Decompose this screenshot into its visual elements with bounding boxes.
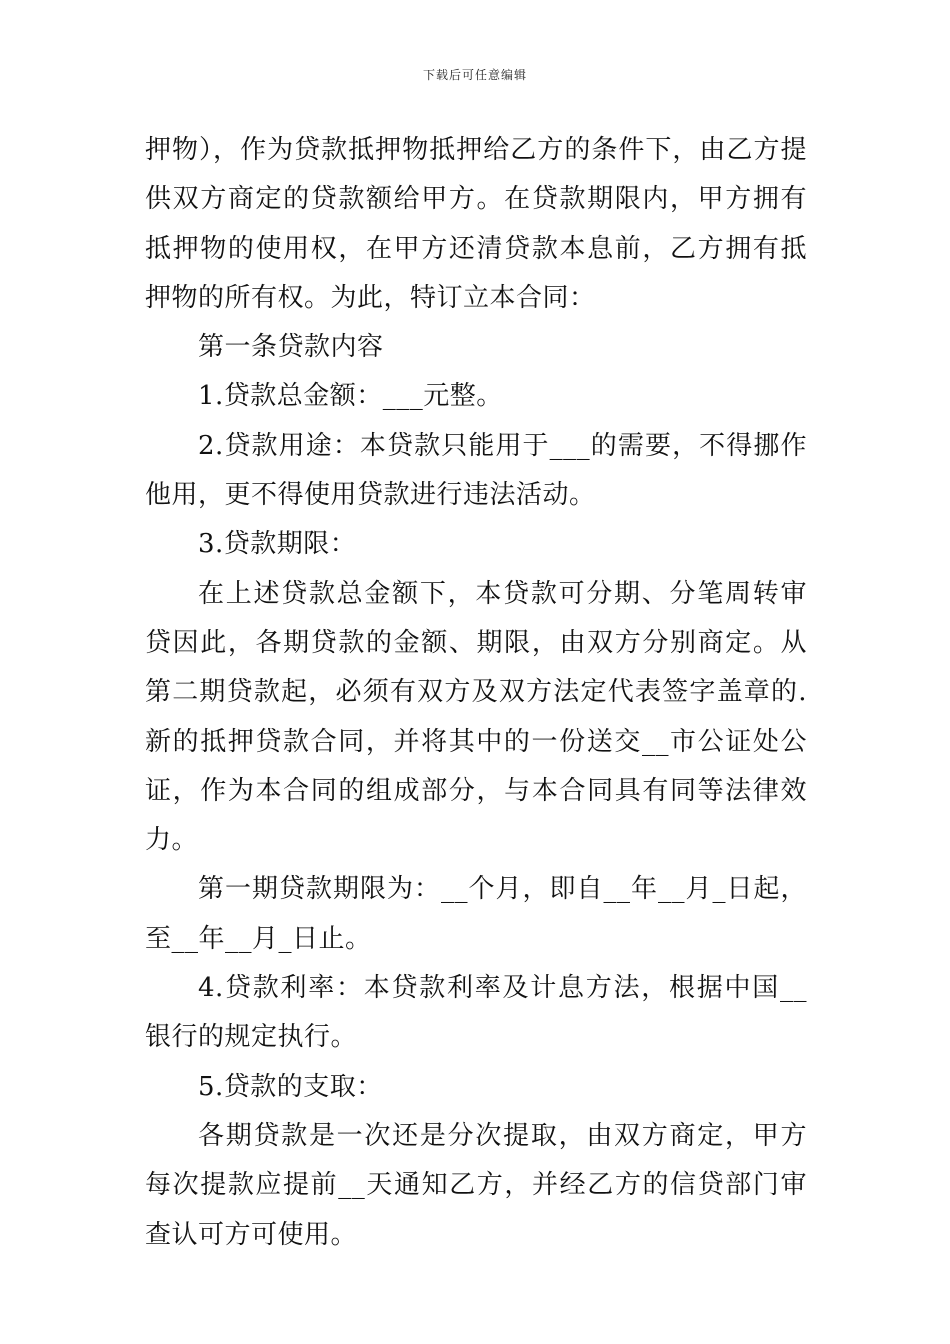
paragraph-loan-term-heading: 3.贷款期限：: [198, 529, 357, 560]
paragraph-intro: 押物），作为贷款抵押物抵押给乙方的条件下，由乙方提供双方商定的贷款额给甲方。在贷款期限内，甲方拥有抵押物的使用权，在甲方还清贷款本息前，乙方拥有抵押物的所有权。为此，特订立本合同：: [145, 135, 807, 313]
section-heading-loan-content: 第一条贷款内容: [198, 332, 384, 363]
paragraph-interest-rate: 4.贷款利率：本贷款利率及计息方法，根据中国__银行的规定执行。: [145, 973, 807, 1053]
paragraph-installments: 在上述贷款总金额下，本贷款可分期、分笔周转审贷因此，各期贷款的金额、期限，由双方分别商定。从第二期贷款起，必须有双方及双方法定代表签字盖章的.新的抵押贷款合同，并将其中的一份送交__市公证处公证，作为本合同的组成部分，与本合同具有同等法律效力。: [145, 578, 807, 856]
paragraph-loan-purpose: 2.贷款用途：本贷款只能用于___的需要，不得挪作他用，更不得使用贷款进行违法活动。: [145, 430, 807, 511]
document-body: [145, 126, 807, 1260]
paragraph-total-amount: 1.贷款总金额：___元整。: [198, 381, 503, 412]
paragraph-withdrawal-rules: 各期贷款是一次还是分次提取，由双方商定，甲方每次提款应提前__天通知乙方，并经乙方的信贷部门审查认可方可使用。: [145, 1120, 807, 1250]
header-note: 下载后可任意编辑: [422, 68, 527, 82]
paragraph-first-term: 第一期贷款期限为：__个月，即自__年__月_日起，至__年__月_日止。: [145, 874, 807, 954]
paragraph-withdrawal-heading: 5.贷款的支取：: [198, 1071, 383, 1102]
